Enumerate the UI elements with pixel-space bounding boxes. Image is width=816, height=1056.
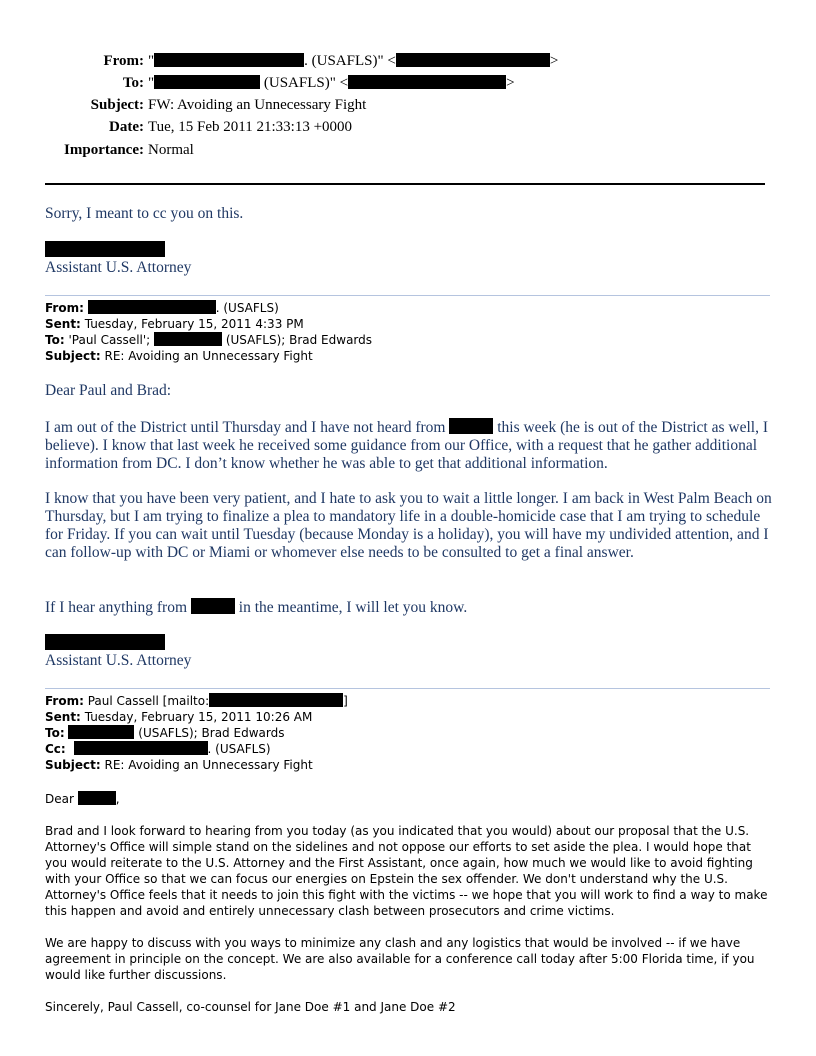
msg1-subject-row	[45, 348, 372, 364]
header-subject-label: Subject:	[90, 97, 144, 113]
msg1-sent-row	[45, 316, 372, 332]
redaction-block	[154, 53, 304, 67]
msg1-to-part1: 'Paul Cassell';	[68, 333, 151, 347]
signature-redaction	[45, 241, 165, 257]
header-subject-value: FW: Avoiding an Unnecessary Fight	[148, 97, 367, 113]
header-date-row	[0, 119, 816, 139]
header-from-org: . (USAFLS)" <	[304, 53, 396, 69]
msg2-from-row	[45, 693, 348, 709]
redaction-block	[154, 75, 260, 89]
msg2-from-close: ]	[343, 694, 348, 708]
msg2-sent-label: Sent:	[45, 710, 81, 724]
msg1-p3-start: If I hear anything from	[45, 599, 191, 616]
header-importance-row	[0, 142, 816, 162]
redaction-block	[88, 300, 216, 314]
msg1-p1-start: I am out of the District until Thursday and I have not heard from	[45, 419, 450, 436]
header-date-value: Tue, 15 Feb 2011 21:33:13 +0000	[148, 119, 353, 135]
redaction-block	[209, 693, 343, 707]
msg1-paragraph-2: I know that you have been very patient, and I hate to ask you to wait a little longer. I am back in West Palm Beach on Thursday, but I am trying to finalize a plea to mandatory life in a double-homicide case that I am trying to schedule for Friday. If you can wait until Tuesday (because Monday is a holiday), you will have my undivided attention, and I can follow-up with DC or Miami or whomever else needs to be consulted to get a final answer.	[45, 490, 772, 561]
msg2-cc-label: Cc:	[45, 742, 66, 756]
msg2-to-value: (USAFLS); Brad Edwards	[134, 726, 285, 740]
redaction-block	[154, 332, 222, 346]
signature-title: Assistant U.S. Attorney	[45, 259, 192, 276]
msg1-paragraph-1	[45, 418, 775, 473]
msg1-p1-end: this week (he is out of the District as well, I believe). I know that last week he received some guidance from our Office, with a request that he gather additional information from DC. I don’t know whether he was able to get that additional information.	[45, 419, 768, 472]
header-from-row	[0, 53, 816, 73]
msg2-meta	[45, 693, 348, 773]
header-to-org: (USAFLS)" <	[260, 75, 349, 91]
msg2-greeting-text: Dear	[45, 792, 78, 806]
msg1-from-value: . (USAFLS)	[215, 301, 279, 315]
msg2-to-row	[45, 725, 348, 741]
msg2-subject-value: RE: Avoiding an Unnecessary Fight	[104, 758, 313, 772]
msg2-paragraph-1: Brad and I look forward to hearing from you today (as you indicated that you would) about our proposal that the U.S. Attorney's Office will simple stand on the sidelines and not oppose our efforts to set aside the plea. I would hope that you would reiterate to the U.S. Attorney and the First Assistant, once again, how much we would like to avoid fighting with your Office so that we can focus our energies on Epstein the sex offender. We don't understand why the U.S. Attorney's Office feels that it needs to join this fight with the victims -- we hope that you will work to find a way to make this happen and avoid and entirely unnecessary clash between prosecutors and crime victims.	[45, 824, 768, 918]
msg1-p3-end: in the meantime, I will let you know.	[234, 599, 468, 616]
redaction-block	[78, 791, 116, 805]
msg2-cc-value: . (USAFLS)	[207, 742, 271, 756]
msg2-closing: Sincerely, Paul Cassell, co-counsel for Jane Doe #1 and Jane Doe #2	[45, 1000, 456, 1014]
redaction-block	[74, 741, 208, 755]
header-to-label: To:	[122, 75, 144, 91]
msg1-from-label: From:	[45, 301, 84, 315]
msg2-paragraph-2: We are happy to discuss with you ways to minimize any clash and any logistics that would be involved -- if we have agreement in principle on the concept. We are also available for a conference call today after 5:00 Florida time, if you would like further discussions.	[45, 936, 755, 982]
header-divider	[45, 183, 765, 185]
header-importance-value: Normal	[148, 142, 194, 158]
msg2-from-value: Paul Cassell [mailto:	[87, 694, 210, 708]
signature-redaction	[45, 634, 165, 650]
header-from-quote: "	[148, 53, 155, 69]
msg2-to-label: To:	[45, 726, 65, 740]
msg2-subject-label: Subject:	[45, 758, 101, 772]
msg1-to-part2: (USAFLS); Brad Edwards	[222, 333, 373, 347]
header-to-close: >	[506, 75, 515, 91]
msg2-subject-row	[45, 757, 348, 773]
redaction-block	[191, 598, 235, 614]
msg1-paragraph-3	[45, 598, 775, 617]
msg1-sent-value: Tuesday, February 15, 2011 4:33 PM	[84, 317, 304, 331]
msg2-sent-row	[45, 709, 348, 725]
header-from-close: >	[549, 53, 559, 69]
msg2-cc-row	[45, 741, 348, 757]
msg2-from-label: From:	[45, 694, 84, 708]
msg2-sent-value: Tuesday, February 15, 2011 10:26 AM	[84, 710, 313, 724]
msg1-subject-label: Subject:	[45, 349, 101, 363]
msg1-sent-label: Sent:	[45, 317, 81, 331]
redaction-block	[449, 418, 493, 434]
msg1-to-label: To:	[45, 333, 65, 347]
redaction-block	[68, 725, 134, 739]
header-date-label: Date:	[109, 119, 144, 135]
msg1-greeting: Dear Paul and Brad:	[45, 382, 172, 399]
msg1-meta	[45, 300, 372, 364]
msg1-subject-value: RE: Avoiding an Unnecessary Fight	[104, 349, 313, 363]
redaction-block	[396, 53, 550, 67]
message-divider	[45, 295, 770, 296]
header-importance-label: Importance:	[64, 142, 144, 158]
msg2-greeting-end: ,	[115, 792, 120, 806]
header-subject-row	[0, 97, 816, 117]
header-from-label: From:	[103, 53, 144, 69]
msg1-signature-title: Assistant U.S. Attorney	[45, 652, 192, 669]
msg2-greeting	[45, 791, 773, 807]
redaction-block	[348, 75, 506, 89]
forward-note: Sorry, I meant to cc you on this.	[45, 205, 244, 222]
msg1-from-row	[45, 300, 372, 316]
message-divider	[45, 688, 770, 689]
header-to-quote: "	[148, 75, 155, 91]
msg1-to-row	[45, 332, 372, 348]
header-to-row	[0, 75, 816, 95]
